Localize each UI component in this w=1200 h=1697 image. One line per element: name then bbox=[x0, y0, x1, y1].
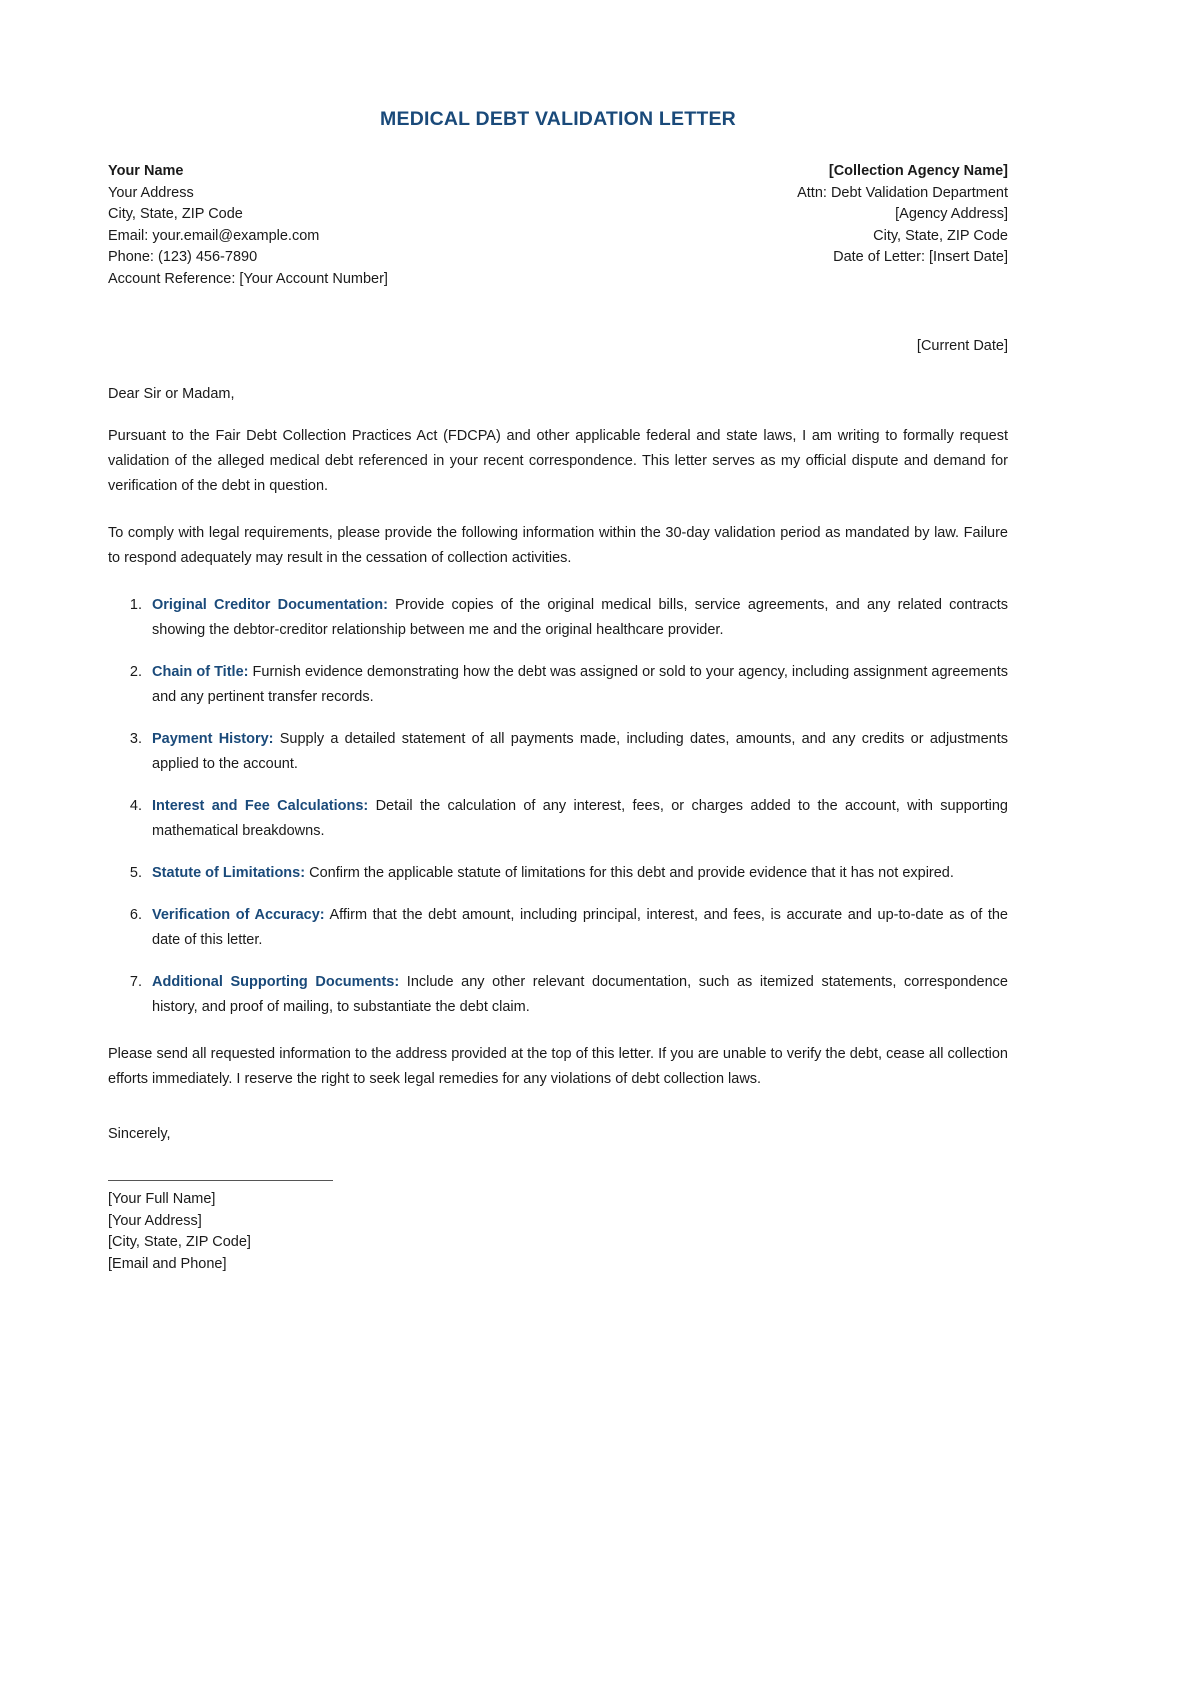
sender-name: Your Name bbox=[108, 163, 184, 179]
sender-email: Email: your.email@example.com bbox=[108, 227, 320, 244]
list-item bbox=[146, 727, 1008, 777]
list-item-label: Chain of Title: bbox=[152, 664, 249, 680]
signature-full-name: [Your Full Name] bbox=[108, 1191, 216, 1207]
signature-email-phone: [Email and Phone] bbox=[108, 1255, 227, 1272]
sender-account-reference: Account Reference: [Your Account Number] bbox=[108, 270, 388, 287]
recipient-city-state-zip: City, State, ZIP Code bbox=[873, 227, 1008, 244]
recipient-agency-name: [Collection Agency Name] bbox=[828, 163, 1008, 179]
signature-city-state-zip: [City, State, ZIP Code] bbox=[108, 1234, 251, 1250]
list-item-text: Affirm that the debt amount, including principal, interest, and fees, is accurate and up-to-date as of the date of this letter. bbox=[152, 907, 1008, 948]
list-item-text: Include any other relevant documentation, such as itemized statements, correspondence history, and proof of mailing, to substantiate the debt claim. bbox=[152, 974, 1008, 1015]
list-item bbox=[146, 903, 1008, 953]
list-item bbox=[146, 861, 1008, 886]
sender-city-state-zip: City, State, ZIP Code bbox=[108, 206, 243, 222]
list-item-label: Payment History: bbox=[152, 731, 274, 747]
list-item-label: Interest and Fee Calculations: bbox=[152, 798, 369, 814]
sign-off: Sincerely, bbox=[108, 1126, 171, 1142]
list-item-label: Statute of Limitations: bbox=[152, 865, 306, 881]
intro-paragraph: Pursuant to the Fair Debt Collection Practices Act (FDCPA) and other applicable federal and state laws, I am writing to formally request validation of the alleged medical debt referenced in your recent correspondence. This letter serves as my official dispute and demand for verification of the debt in question. bbox=[108, 428, 1008, 494]
recipient-agency-address: [Agency Address] bbox=[895, 206, 1008, 222]
list-item-label: Original Creditor Documentation: bbox=[152, 597, 388, 613]
list-item bbox=[146, 660, 1008, 710]
request-list bbox=[108, 593, 1008, 1020]
page-title: MEDICAL DEBT VALIDATION LETTER bbox=[380, 108, 736, 130]
recipient-date-of-letter: Date of Letter: [Insert Date] bbox=[833, 249, 1008, 265]
address-block bbox=[108, 161, 1008, 290]
salutation: Dear Sir or Madam, bbox=[108, 386, 235, 402]
signature-address: [Your Address] bbox=[108, 1212, 202, 1229]
signature-line bbox=[108, 1180, 333, 1181]
list-item-text: Furnish evidence demonstrating how the debt was assigned or sold to your agency, including assignment agreements and any pertinent transfer records. bbox=[152, 664, 1008, 705]
list-item bbox=[146, 593, 1008, 643]
sender-address bbox=[108, 161, 388, 290]
compliance-paragraph: To comply with legal requirements, please provide the following information within the 30-day validation period as mandated by law. Failure to respond adequately may result in the cessation of collection activities. bbox=[108, 525, 1008, 566]
list-item-label: Additional Supporting Documents: bbox=[152, 974, 400, 990]
signature-block bbox=[108, 1189, 1008, 1275]
list-item-text: Supply a detailed statement of all payments made, including dates, amounts, and any credits or adjustments applied to the account. bbox=[152, 731, 1009, 772]
letter-body bbox=[108, 0, 1008, 1275]
list-item bbox=[146, 794, 1008, 844]
list-item-label: Verification of Accuracy: bbox=[152, 907, 325, 923]
list-item bbox=[146, 970, 1008, 1020]
closing-paragraph: Please send all requested information to the address provided at the top of this letter. If you are unable to verify the debt, cease all collection efforts immediately. I reserve the right to seek legal remedies for any violations of debt collection laws. bbox=[108, 1046, 1008, 1087]
recipient-attention: Attn: Debt Validation Department bbox=[797, 184, 1008, 201]
recipient-address bbox=[797, 161, 1008, 290]
list-item-text: Provide copies of the original medical bills, service agreements, and any related contracts showing the debtor-creditor relationship between me and the original healthcare provider. bbox=[152, 597, 1009, 638]
sender-address-line: Your Address bbox=[108, 184, 194, 201]
list-item-text: Detail the calculation of any interest, fees, or charges added to the account, with supporting mathematical breakdowns. bbox=[152, 798, 1008, 839]
current-date: [Current Date] bbox=[916, 338, 1008, 354]
list-item-text: Confirm the applicable statute of limitations for this debt and provide evidence that it has not expired. bbox=[305, 865, 954, 881]
sender-phone: Phone: (123) 456-7890 bbox=[108, 249, 258, 265]
